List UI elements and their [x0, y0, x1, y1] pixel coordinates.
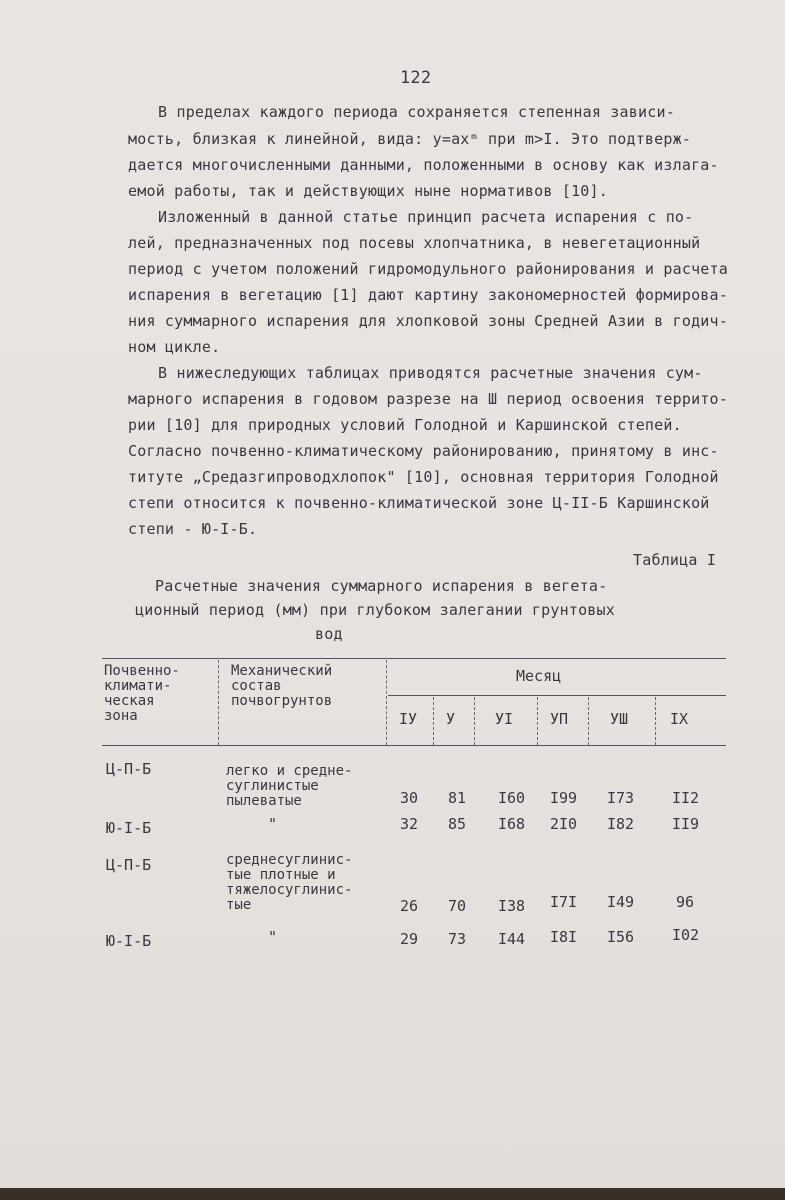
- paragraph-3-line-4: Согласно почвенно-климатическому районированию, принятому в инс-: [128, 442, 719, 460]
- table-col-divider-m5: [655, 697, 656, 745]
- table-row-1-zone: Ц-П-Б: [106, 760, 152, 778]
- table-header-month-6: УI: [495, 710, 514, 728]
- table-row-2-zone: Ю-I-Б: [106, 819, 152, 837]
- table-row-4-zone: Ю-I-Б: [106, 932, 152, 950]
- table-caption-line-3: вод: [315, 625, 343, 643]
- paragraph-1-line-2: мость, близкая к линейной, вида: у=ахᵐ при m>I. Это подтверж-: [128, 130, 692, 148]
- paragraph-2-line-3: период с учетом положений гидромодульного районирования и расчета: [128, 260, 728, 278]
- table-header-month-5: У: [446, 710, 456, 728]
- table-row-3-month-9: 96: [676, 893, 695, 911]
- table-header-zone: Почвенно- климати- ческая зона: [104, 663, 180, 724]
- paragraph-2-line-1: Изложенный в данной статье принцип расчета испарения с по-: [158, 208, 694, 226]
- paragraph-3-line-5: титуте „Средазгипроводхлопок" [10], основная территория Голодной: [128, 468, 719, 486]
- table-col-divider-soil: [386, 660, 387, 745]
- table-header-month-4: IУ: [399, 710, 418, 728]
- table-header-bottom-rule: [102, 745, 726, 746]
- paragraph-3-line-3: рии [10] для природных условий Голодной и Каршинской степей.: [128, 416, 682, 434]
- paragraph-2-line-2: лей, предназначенных под посевы хлопчатника, в невегетационный: [128, 234, 701, 252]
- table-month-rule: [388, 695, 726, 696]
- table-col-divider-zone: [218, 660, 219, 745]
- table-row-2-month-6: I68: [498, 815, 526, 833]
- table-caption-line-2: ционный период (мм) при глубоком залегании грунтовых: [135, 601, 615, 619]
- paragraph-2-line-4: испарения в вегетацию [1] дают картину закономерностей формирова-: [128, 286, 728, 304]
- table-row-1-month-4: 30: [400, 789, 419, 807]
- table-top-rule: [102, 658, 726, 659]
- table-row-4-soil: ": [268, 928, 278, 946]
- table-row-4-month-7: I8I: [550, 928, 578, 946]
- paragraph-2-line-6: ном цикле.: [128, 338, 221, 356]
- table-col-divider-m2: [474, 697, 475, 745]
- table-row-1-month-8: I73: [607, 789, 635, 807]
- paragraph-2-line-5: ния суммарного испарения для хлопковой зоны Средней Азии в годич-: [128, 312, 728, 330]
- table-label: Таблица I: [633, 551, 717, 569]
- table-header-month: Месяц: [516, 667, 562, 685]
- table-col-divider-m4: [588, 697, 589, 745]
- table-header-month-7: УП: [550, 710, 569, 728]
- table-row-4-month-8: I56: [607, 928, 635, 946]
- table-row-3-month-7: I7I: [550, 893, 578, 911]
- table-row-3-zone: Ц-П-Б: [106, 856, 152, 874]
- page-number: 122: [400, 68, 432, 88]
- table-col-divider-m3: [537, 697, 538, 745]
- table-row-4-month-4: 29: [400, 930, 419, 948]
- table-row-2-month-9: II9: [672, 815, 700, 833]
- table-header-soil: Механический состав почвогрунтов: [231, 663, 333, 709]
- table-row-2-month-8: I82: [607, 815, 635, 833]
- table-header-month-9: IX: [670, 710, 689, 728]
- paragraph-1-line-1: В пределах каждого периода сохраняется степенная зависи-: [158, 103, 675, 121]
- table-row-3-month-6: I38: [498, 897, 526, 915]
- desk-background-edge: [0, 1188, 785, 1200]
- table-row-2-month-7: 2I0: [550, 815, 578, 833]
- table-row-3-soil: среднесуглинис- тые плотные и тяжелосуглинис- тые: [226, 852, 353, 913]
- paragraph-1-line-4: емой работы, так и действующих ныне нормативов [10].: [128, 182, 608, 200]
- paragraph-3-line-6: степи относится к почвенно-климатической зоне Ц-II-Б Каршинской: [128, 494, 710, 512]
- table-row-1-month-7: I99: [550, 789, 578, 807]
- table-row-3-month-5: 70: [448, 897, 467, 915]
- table-row-4-month-6: I44: [498, 930, 526, 948]
- table-row-3-month-8: I49: [607, 893, 635, 911]
- table-row-3-month-4: 26: [400, 897, 419, 915]
- table-row-1-soil: легко и средне- суглинистые пылеватые: [226, 763, 353, 809]
- paragraph-3-line-1: В нижеследующих таблицах приводятся расчетные значения сум-: [158, 364, 703, 382]
- table-header-month-8: УШ: [610, 710, 629, 728]
- table-caption-line-1: Расчетные значения суммарного испарения в вегета-: [155, 577, 608, 595]
- paragraph-3-line-2: марного испарения в годовом разрезе на Ш период освоения террито-: [128, 390, 728, 408]
- paragraph-3-line-7: степи - Ю-I-Б.: [128, 520, 258, 538]
- paragraph-1-line-3: дается многочисленными данными, положенными в основу как излага-: [128, 156, 719, 174]
- table-row-4-month-5: 73: [448, 930, 467, 948]
- table-row-4-month-9: I02: [672, 926, 700, 944]
- table-row-2-month-4: 32: [400, 815, 419, 833]
- table-col-divider-m1: [433, 697, 434, 745]
- table-row-1-month-5: 81: [448, 789, 467, 807]
- table-row-1-month-6: I60: [498, 789, 526, 807]
- table-row-2-soil: ": [268, 815, 278, 833]
- table-row-1-month-9: II2: [672, 789, 700, 807]
- table-row-2-month-5: 85: [448, 815, 467, 833]
